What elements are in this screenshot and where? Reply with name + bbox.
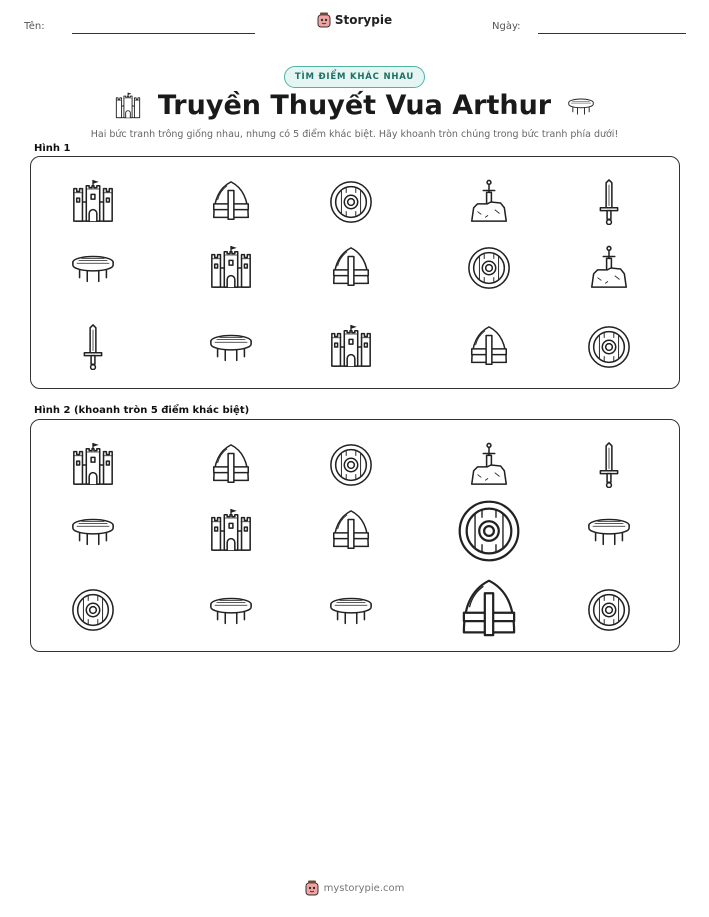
picture2-cell[interactable] [328, 587, 374, 633]
picture1-cell[interactable] [208, 324, 254, 370]
castle-icon [208, 508, 254, 554]
picture1-cell[interactable] [70, 245, 116, 291]
helmet-icon [208, 442, 254, 488]
page-title: Truyền Thuyết Vua Arthur [157, 90, 552, 121]
instructions: Hai bức tranh trông giống nhau, nhưng có 5 điểm khác biệt. Hãy khoanh tròn chúng trong bức tranh phía dưới! [90, 129, 619, 140]
shield-icon [456, 498, 523, 565]
picture1-label: Hình 1 [34, 143, 71, 154]
picture2-cell[interactable] [208, 587, 254, 633]
sword-in-stone-icon [466, 179, 512, 225]
sword-icon [586, 442, 632, 488]
picture1-cell[interactable] [328, 179, 374, 225]
storypie-logo-icon [317, 12, 331, 28]
picture1-cell[interactable] [466, 245, 512, 291]
round-table-icon [70, 508, 116, 554]
picture2-cell[interactable] [208, 442, 254, 488]
picture2-cell[interactable] [466, 442, 512, 488]
sword-icon [586, 179, 632, 225]
picture2-cell[interactable] [208, 508, 254, 554]
sword-in-stone-icon [466, 442, 512, 488]
picture1-cell[interactable] [466, 324, 512, 370]
picture2-cell[interactable] [586, 587, 632, 633]
picture2-cell[interactable] [456, 498, 523, 565]
date-label: Ngày: [492, 21, 521, 32]
picture2-cell[interactable] [456, 577, 523, 644]
helmet-icon [466, 324, 512, 370]
picture1-panel[interactable] [30, 156, 680, 389]
name-label: Tên: [24, 21, 45, 32]
shield-icon [466, 245, 512, 291]
storypie-logo-icon [305, 880, 319, 896]
title-row [0, 90, 709, 121]
round-table-icon [567, 92, 595, 120]
picture2-cell[interactable] [328, 442, 374, 488]
round-table-icon [586, 508, 632, 554]
picture1-cell[interactable] [208, 179, 254, 225]
round-table-icon [208, 324, 254, 370]
picture2-label: Hình 2 (khoanh tròn 5 điểm khác biệt) [34, 405, 250, 416]
sword-in-stone-icon [586, 245, 632, 291]
picture1-cell[interactable] [328, 324, 374, 370]
castle-icon [328, 324, 374, 370]
round-table-icon [70, 245, 116, 291]
castle-icon [114, 92, 142, 120]
picture1-cell[interactable] [586, 245, 632, 291]
picture2-cell[interactable] [586, 508, 632, 554]
name-line[interactable] [72, 33, 255, 34]
picture1-cell[interactable] [208, 245, 254, 291]
footer [0, 880, 709, 896]
round-table-icon [328, 587, 374, 633]
shield-icon [586, 324, 632, 370]
shield-icon [328, 442, 374, 488]
round-table-icon [208, 587, 254, 633]
picture1-cell[interactable] [466, 179, 512, 225]
picture1-cell[interactable] [70, 324, 116, 370]
picture1-cell[interactable] [70, 179, 116, 225]
shield-icon [586, 587, 632, 633]
shield-icon [328, 179, 374, 225]
brand [0, 12, 709, 28]
castle-icon [70, 442, 116, 488]
helmet-icon [328, 245, 374, 291]
helmet-icon [328, 508, 374, 554]
castle-icon [208, 245, 254, 291]
brand-name: Storypie [334, 13, 393, 27]
footer-site: mystorypie.com [323, 882, 405, 894]
castle-icon [70, 179, 116, 225]
picture2-cell[interactable] [586, 442, 632, 488]
date-line[interactable] [538, 33, 686, 34]
picture2-cell[interactable] [70, 442, 116, 488]
picture2-panel[interactable] [30, 419, 680, 652]
activity-badge: TÌM ĐIỂM KHÁC NHAU [284, 66, 425, 88]
picture2-cell[interactable] [70, 508, 116, 554]
helmet-icon [456, 577, 523, 644]
sword-icon [70, 324, 116, 370]
shield-icon [70, 587, 116, 633]
picture1-cell[interactable] [586, 179, 632, 225]
helmet-icon [208, 179, 254, 225]
picture2-cell[interactable] [328, 508, 374, 554]
picture1-cell[interactable] [328, 245, 374, 291]
picture1-cell[interactable] [586, 324, 632, 370]
picture2-cell[interactable] [70, 587, 116, 633]
